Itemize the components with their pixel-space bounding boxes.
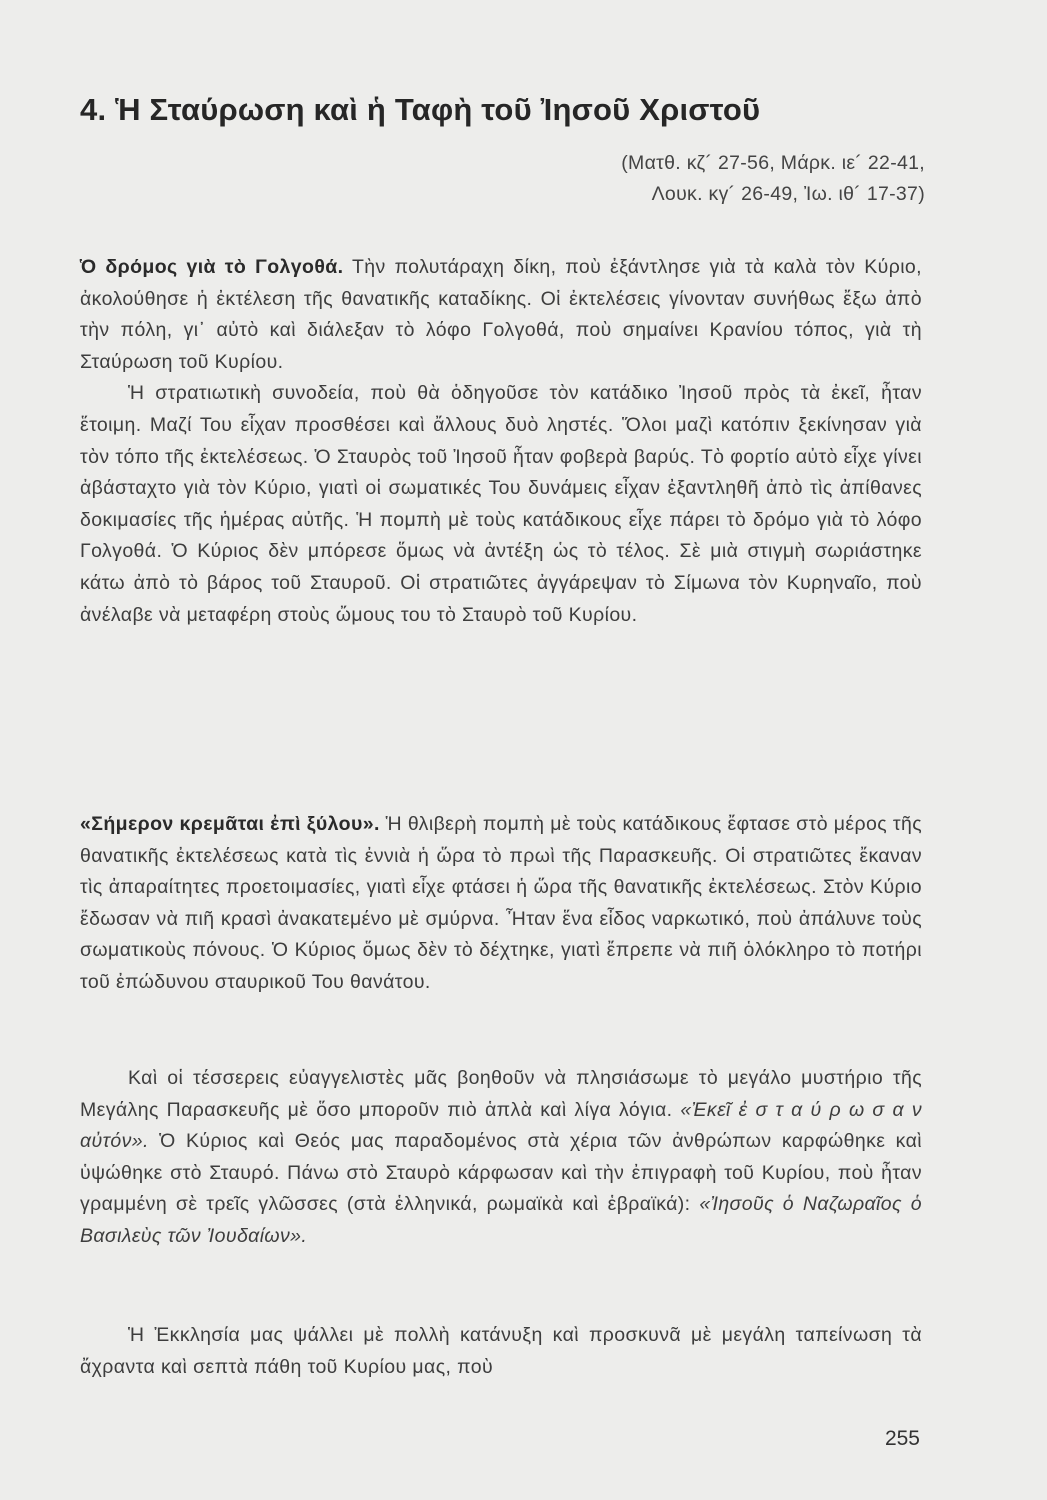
quote-crucified-him: «Ἐκεῖ ἐ σ τ α ύ ρ ω σ α ν αὐτόν». [80,1098,922,1153]
section-heading-road-to-golgotha: Ὁ δρόμος γιὰ τὸ Γολγοθά. [80,256,344,278]
paragraph-church-chants: Ἡ Ἐκκλησία μας ψάλλει μὲ πολλὴ κατάνυξη καὶ προσκυνᾶ μὲ μεγάλη ταπείνωση τὰ ἄχραντα καὶ σεπτὰ πάθη τοῦ Κυρίου μας, ποὺ [80,1324,922,1378]
paragraph-evangelists [80,1063,922,1253]
paragraph-procession-text: Ἡ στρατιωτικὴ συνοδεία, ποὺ θὰ ὁδηγοῦσε τὸν κατάδικο Ἰησοῦ πρὸς τὰ ἐκεῖ, ἦταν ἕτοιμη. Μαζί Του εἶχαν προσθέσει καὶ ἄλλους δυὸ ληστές. Ὅλοι μαζὶ κατόπιν ξεκίνησαν γιὰ τὸν τόπο τῆς ἐκτελέσεως. Ὁ Σταυρὸς τοῦ Ἰησοῦ ἦταν φοβερὰ βαρύς. Τὸ φορτίο αὐτὸ εἶχε γίνει ἀβάσταχτο γιὰ τὸν Κύριο, γιατὶ οἱ σωματικές Του δυνάμεις εἶχαν ἐξαντληθῆ ἀπὸ τὶς ἀπίθανες δοκιμασίες τῆς ἡμέρας αὐτῆς. Ἡ πομπὴ μὲ τοὺς κατάδικους εἶχε πάρει τὸ δρόμο γιὰ τὸ λόφο Γολγοθά. Ὁ Κύριος δὲν μπόρεσε ὅμως νὰ ἀντέξη ὡς τὸ τέλος. Σὲ μιὰ στιγμὴ σωριάστηκε κάτω ἀπὸ τὸ βάρος τοῦ Σταυροῦ. Οἱ στρατιῶτες ἀγγάρεψαν τὸ Σίμωνα τὸν Κυρηναῖο, ποὺ ἀνέλαβε νὰ μεταφέρη στοὺς ὤμους του τὸ Σταυρὸ τοῦ Κυρίου. [80,382,922,626]
paragraph-hanging-on-the-wood-text: Ἡ θλιβερὴ πομπὴ μὲ τοὺς κατάδικους ἔφτασε στὸ μέρος τῆς θανατικῆς ἐκτελέσεως κατὰ τὶς ἐννιὰ ἡ ὥρα τὸ πρωὶ τῆς Παρασκευῆς. Οἱ στρατιῶτες ἔκαναν τὶς ἀπαραίτητες προετοιμασίες, γιατὶ εἶχε φτάσει ἡ ὥρα τῆς θανατικῆς ἐκτελέσεως. Στὸν Κύριο ἔδωσαν νὰ πιῆ κρασὶ ἀνακατεμένο μὲ σμύρνα. Ἦταν ἕνα εἶδος ναρκωτικό, ποὺ ἀπάλυνε τοὺς σωματικοὺς πόνους. Ὁ Κύριος ὅμως δὲν τὸ δέχτηκε, γιατὶ ἔπρεπε νὰ πιῆ ὁλόκληρο τὸ ποτήρι τοῦ ἐπώδυνου σταυρικοῦ Του θανάτου. [80,813,922,993]
paragraph-road-to-golgotha [80,252,922,631]
scripture-references [621,148,925,210]
scripture-references-line-1: (Ματθ. κζ´ 27-56, Μάρκ. ιε´ 22-41, [621,152,925,174]
page-number: 255 [884,1427,920,1450]
paragraph-evangelists-text-b: Ὁ Κύριος καὶ Θεός μας παραδομένος στὰ χέρια τῶν ἀνθρώπων καρφώθηκε καὶ ὑψώθηκε στὸ Σταυρό. Πάνω στὸ Σταυρὸ κάρφωσαν καὶ τὴν ἐπιγραφὴ τοῦ Κυρίου, ποὺ ἦταν γραμμένη σὲ τρεῖς γλῶσσες (στὰ ἑλληνικά, ρωμαϊκὰ καὶ ἑβραϊκά): [80,1130,922,1216]
paragraph-hanging-on-the-wood [80,809,922,999]
chapter-title: 4. Ἡ Σταύρωση καὶ ἡ Ταφὴ τοῦ Ἰησοῦ Χριστοῦ [80,92,761,127]
paragraph-evangelists-text-a: Καὶ οἱ τέσσερεις εὐαγγελιστὲς μᾶς βοηθοῦν νὰ πλησιάσωμε τὸ μεγάλο μυστήριο τῆς Μεγάλης Παρασκευῆς μὲ ὅσο μποροῦν πιὸ ἁπλὰ καὶ λίγα λόγια. [80,1067,922,1121]
section-heading-hanging-on-the-wood: «Σήμερον κρεμᾶται ἐπὶ ξύλου». [80,813,380,835]
scripture-references-line-2: Λουκ. κγ´ 26-49, Ἰω. ιθ´ 17-37) [651,183,925,205]
quote-inscription: «Ἰησοῦς ὁ Ναζωραῖος ὁ Βασιλεὺς τῶν Ἰουδαίων». [80,1193,922,1247]
paragraph-road-to-golgotha-text: Τὴν πολυτάραχη δίκη, ποὺ ἐξάντλησε γιὰ τὰ καλὰ τὸν Κύριο, ἀκολούθησε ἡ ἐκτέλεση τῆς θανατικῆς καταδίκης. Οἱ ἐκτελέσεις γίνονταν συνήθως ἔξω ἀπὸ τὴν πόλη, γι᾽ αὐτὸ καὶ διάλεξαν τὸ λόφο Γολγοθά, ποὺ σημαίνει Κρανίου τόπος, γιὰ τὴ Σταύρωση τοῦ Κυρίου. [80,256,922,373]
